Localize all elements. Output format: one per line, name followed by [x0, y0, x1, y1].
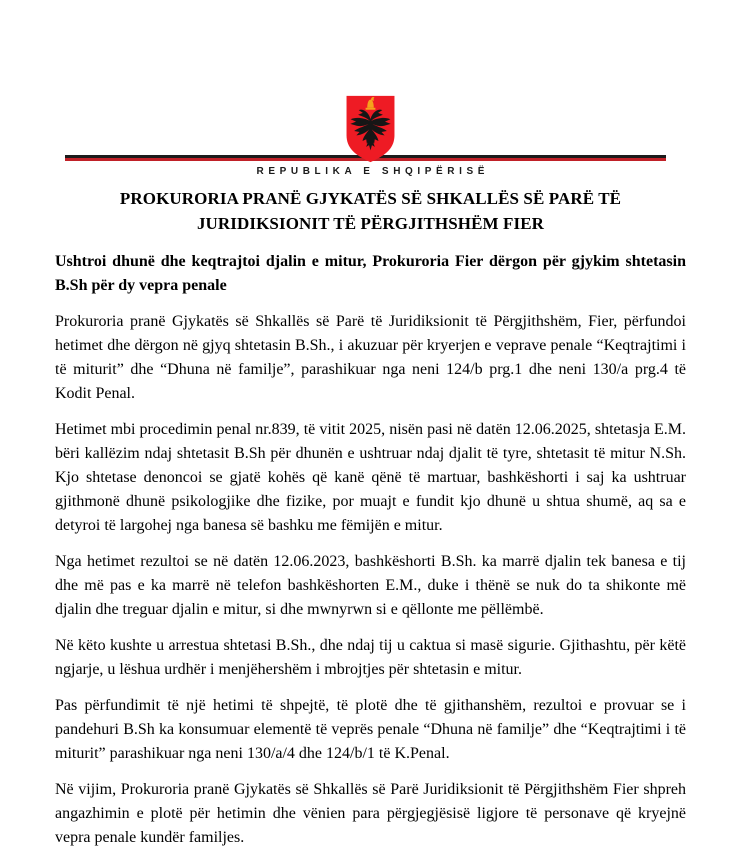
page-title: PROKURORIA PRANË GJYKATËS SË SHKALLËS SË PARË TË JURIDIKSIONIT TË PËRGJITHSHËM FIER	[119, 189, 622, 233]
body-paragraph: Në vijim, Prokuroria pranë Gjykatës së Shkallës së Parë Juridiksionit të Përgjithshëm Fier shpreh angazhimin e plotë për hetimin dhe vënien para përgjegjësisë ligjore të personave që kryejnë vepra penale kundër familjes.	[55, 781, 686, 846]
body-paragraph: Nga hetimet rezultoi se në datën 12.06.2023, bashkëshorti B.Sh. ka marrë djalin tek banesa e tij dhe më pas e ka marrë në telefon bashkëshorten E.M., duke i thënë se nuk do ta shikonte më djalin dhe treguar djalin e mitur, si dhe mwnyrwn si e qëllonte me pëllëmbë.	[55, 553, 686, 618]
body-paragraph: Hetimet mbi procedimin penal nr.839, të vitit 2025, nisën pasi në datën 12.06.2025, shtetasja E.M. bëri kallëzim ndaj shtetasit B.Sh për dhunën e ushtruar ndaj djalit të tyre, shtetasit të mitur N.Sh. Kjo shtetase denoncoi se gjatë kohës që kanë qënë të martuar, bashkëshorti i saj ka ushtruar gjithmonë dhunë psikologjike dhe fizike, por muajt e fundit kjo dhunë u shtua shumë, aq sa e detyroi të largohej nga banesa së bashku me fëmijën e mitur.	[55, 421, 686, 534]
body-paragraph: Pas përfundimit të një hetimi të shpejtë, të plotë dhe të gjithanshëm, rezultoi e provuar se i pandehuri B.Sh ka konsumuar elementë të veprës penale “Dhuna në familje” dhe “Keqtrajtimi i të miturit” parashikuar nga neni 130/a/4 dhe 124/b/1 të K.Penal.	[55, 697, 686, 762]
document-subtitle: Ushtroi dhunë dhe keqtrajtoi djalin e mitur, Prokuroria Fier dërgon për gjykim shtetasin B.Sh për dy vepra penale	[55, 253, 686, 294]
document-body	[55, 186, 686, 849]
albania-coat-of-arms-icon	[345, 94, 396, 164]
country-name: REPUBLIKA E SHQIPËRISË	[256, 166, 490, 177]
body-paragraph: Prokuroria pranë Gjykatës së Shkallës së Parë të Juridiksionit të Përgjithshëm, Fier, përfundoi hetimet dhe dërgon në gjyq shtetasin B.Sh., i akuzuar për kryerjen e veprave penale “Keqtrajtimi i të miturit” dhe “Dhuna në familje”, parashikuar nga neni 124/b prg.1 dhe neni 130/a prg.4 të Kodit Penal.	[55, 313, 686, 402]
body-paragraph: Në këto kushte u arrestua shtetasi B.Sh., dhe ndaj tij u caktua si masë sigurie. Gjithashtu, për këtë ngjarje, u lëshua urdhër i menjëhershëm i mbrojtjes për shtetasin e mitur.	[55, 637, 686, 678]
